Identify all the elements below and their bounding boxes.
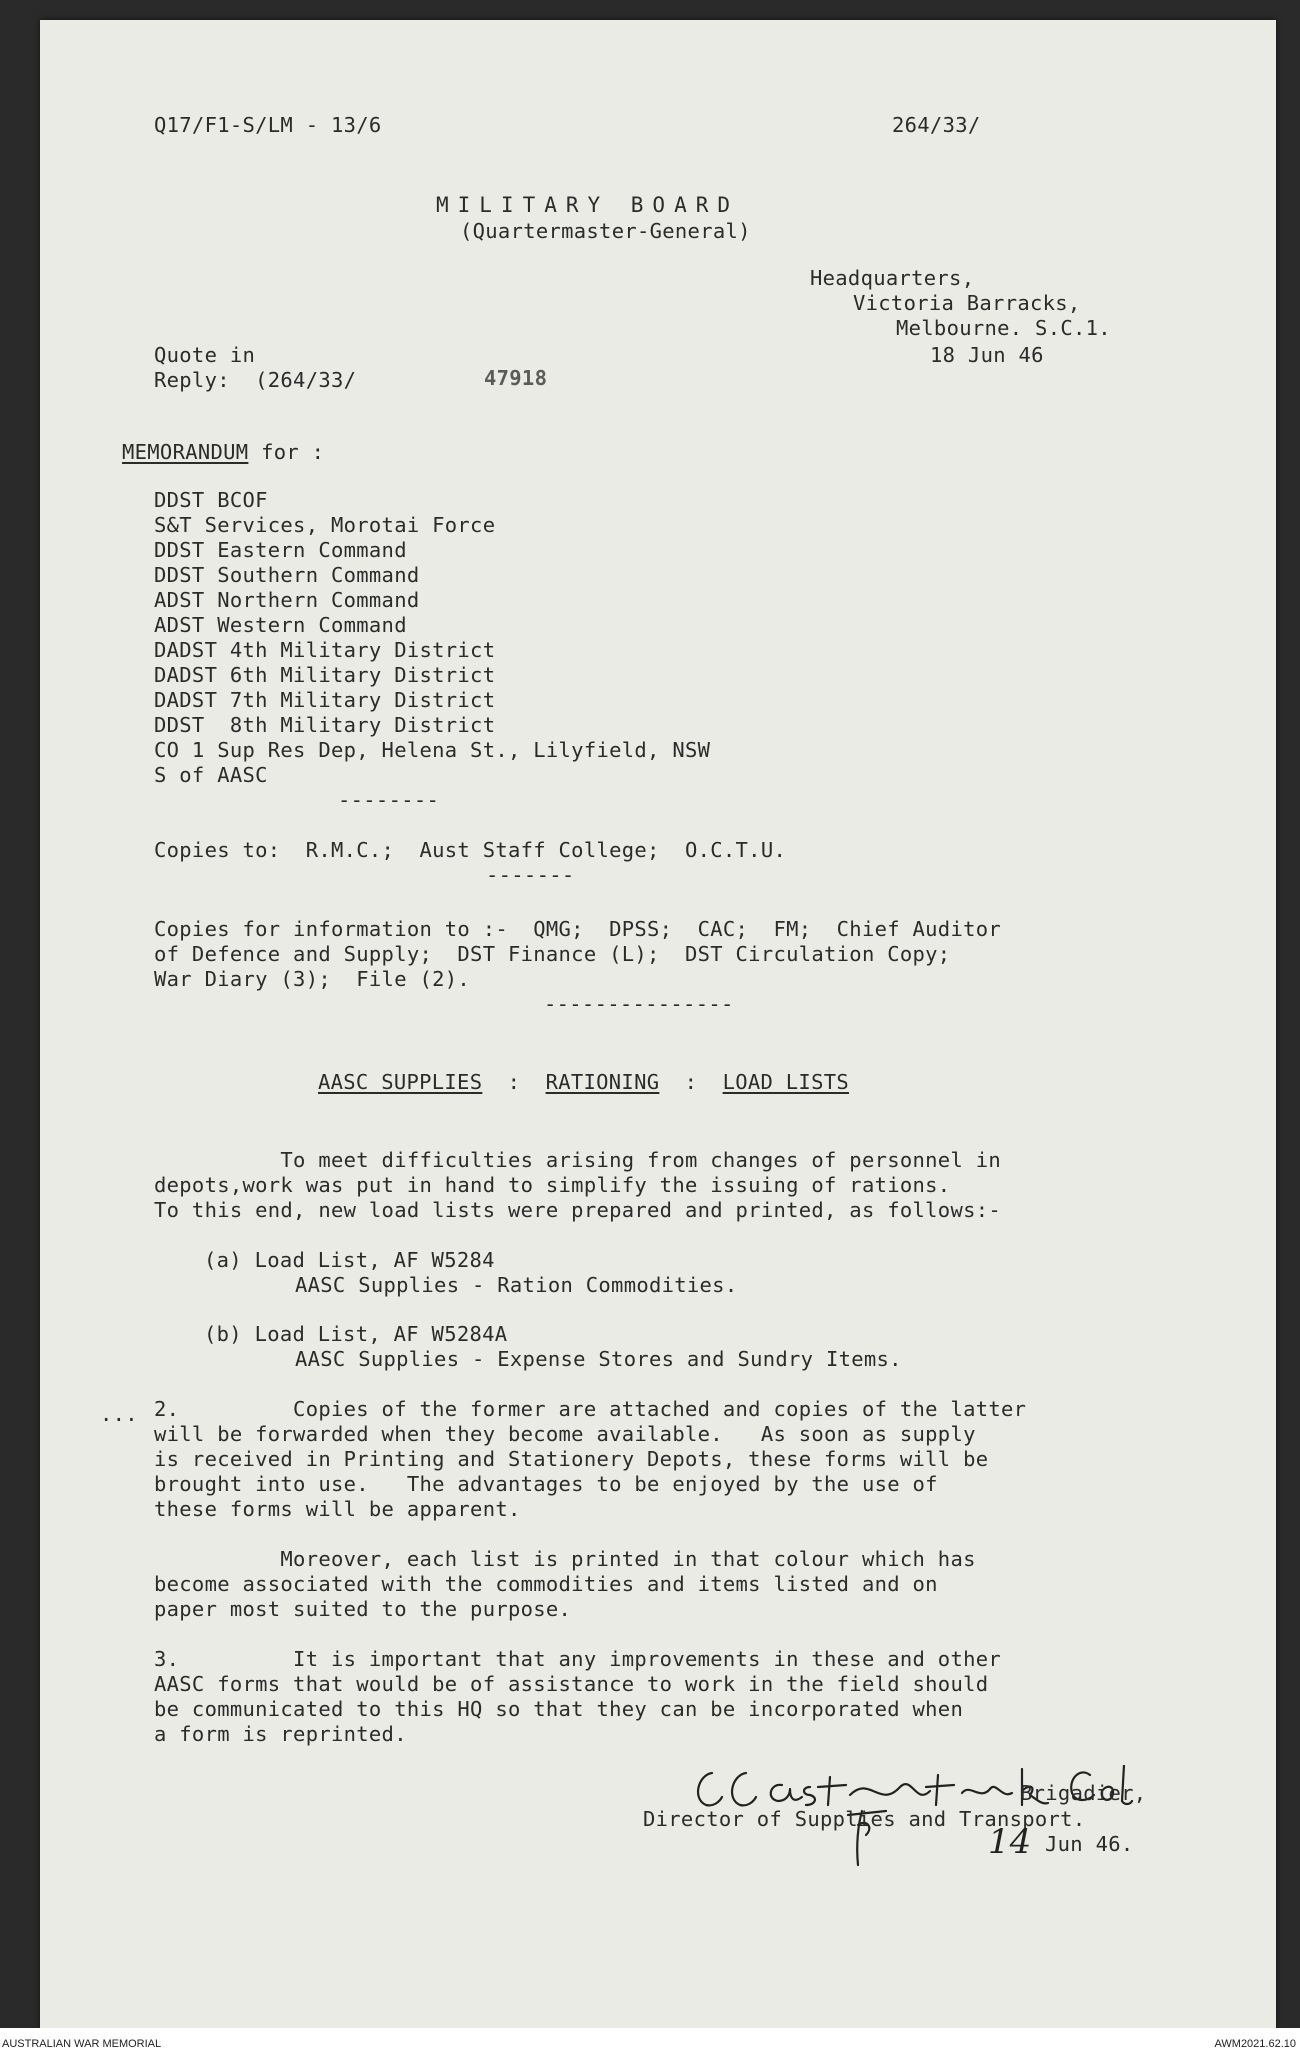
divider: --------------- xyxy=(544,992,734,1016)
recipient: DADST 4th Military District xyxy=(154,638,496,662)
handwritten-day: 14 xyxy=(988,1822,1032,1862)
recipient: S of AASC xyxy=(154,763,268,787)
item-b-title: (b) Load List, AF W5284A xyxy=(204,1322,508,1346)
subject-part: LOAD LISTS xyxy=(722,1070,849,1094)
item-a-description: AASC Supplies - Ration Commodities. xyxy=(295,1273,738,1297)
recipient: CO 1 Sup Res Dep, Helena St., Lilyfield, NSW xyxy=(154,738,711,762)
copies-info-line: Copies for information to :- QMG; DPSS; CAC; FM; Chief Auditor xyxy=(154,917,1002,941)
recipient: DADST 6th Military District xyxy=(154,663,496,687)
address-line-3: Melbourne. S.C.1. xyxy=(896,316,1111,340)
paragraph-1-line: To this end, new load lists were prepared and printed, as follows:- xyxy=(154,1198,1002,1222)
paragraph-1-line: depots,work was put in hand to simplify the issuing of rations. xyxy=(154,1173,951,1197)
subject-part: RATIONING xyxy=(545,1070,660,1094)
document-date: 18 Jun 46 xyxy=(930,343,1044,367)
item-b-description: AASC Supplies - Expense Stores and Sundry Items. xyxy=(295,1347,902,1371)
paragraph-2-line: will be forwarded when they become available. As soon as supply xyxy=(154,1422,976,1446)
copies-info-line: War Diary (3); File (2). xyxy=(154,967,471,991)
paragraph-2-line: these forms will be apparent. xyxy=(154,1497,521,1521)
margin-mark: ... xyxy=(100,1402,138,1426)
board-title: MILITARY BOARD xyxy=(436,193,740,217)
recipient: DDST Eastern Command xyxy=(154,538,407,562)
recipient: S&T Services, Morotai Force xyxy=(154,513,496,537)
document-page xyxy=(40,20,1276,2028)
stamped-number: 47918 xyxy=(484,366,548,390)
signature-date: Jun 46. xyxy=(1045,1832,1134,1856)
recipient: DDST 8th Military District xyxy=(154,713,496,737)
recipient: DDST BCOF xyxy=(154,488,268,512)
paragraph-3-line: 3. It is important that any improvements in these and other xyxy=(154,1647,1002,1671)
paragraph-2-line: brought into use. The advantages to be enjoyed by the use of xyxy=(154,1472,938,1496)
divider: ------- xyxy=(486,863,575,887)
item-a-title: (a) Load List, AF W5284 xyxy=(204,1248,495,1272)
file-reference: Q17/F1-S/LM - 13/6 xyxy=(154,113,382,137)
board-subtitle: (Quartermaster-General) xyxy=(460,219,751,243)
signatory-title: Director of Supplies and Transport. xyxy=(643,1807,1086,1831)
paragraph-2-line: is received in Printing and Stationery Depots, these forms will be xyxy=(154,1447,989,1471)
file-number: 264/33/ xyxy=(892,113,981,137)
copies-info-line: of Defence and Supply; DST Finance (L); DST Circulation Copy; xyxy=(154,942,951,966)
subject-line: AASC SUPPLIES : RATIONING : LOAD LISTS xyxy=(318,1070,849,1094)
copies-to: Copies to: R.M.C.; Aust Staff College; O.C.T.U. xyxy=(154,838,787,862)
paragraph-3-line: be communicated to this HQ so that they can be incorporated when xyxy=(154,1697,964,1721)
paragraph-3-line: AASC forms that would be of assistance to work in the field should xyxy=(154,1672,989,1696)
archive-name: AUSTRALIAN WAR MEMORIAL xyxy=(2,2038,162,2050)
paragraph-3-line: a form is reprinted. xyxy=(154,1722,407,1746)
paragraph-2b-line: Moreover, each list is printed in that colour which has xyxy=(154,1547,976,1571)
divider: -------- xyxy=(338,788,440,812)
paragraph-2b-line: paper most suited to the purpose. xyxy=(154,1597,572,1621)
recipient: ADST Northern Command xyxy=(154,588,420,612)
reply-label: Reply: (264/33/ xyxy=(154,368,357,392)
signatory-rank: Brigadier, xyxy=(1020,1781,1147,1805)
memo-heading: MEMORANDUM xyxy=(122,440,249,464)
recipient: ADST Western Command xyxy=(154,613,407,637)
memo-header xyxy=(122,440,324,465)
address-line-2: Victoria Barracks, xyxy=(853,291,1081,315)
archive-footer xyxy=(0,2028,1300,2061)
paragraph-2b-line: become associated with the commodities and items listed and on xyxy=(154,1572,938,1596)
quote-label: Quote in xyxy=(154,343,256,367)
paragraph-2-line: 2. Copies of the former are attached and copies of the latter xyxy=(154,1397,1027,1421)
address-line-1: Headquarters, xyxy=(810,266,975,290)
memo-for: for : xyxy=(248,440,325,464)
subject-part: AASC SUPPLIES xyxy=(318,1070,483,1094)
recipient: DDST Southern Command xyxy=(154,563,420,587)
recipient: DADST 7th Military District xyxy=(154,688,496,712)
archive-reference: AWM2021.62.10 xyxy=(1214,2038,1296,2050)
paragraph-1-line: To meet difficulties arising from changes of personnel in xyxy=(154,1148,1002,1172)
